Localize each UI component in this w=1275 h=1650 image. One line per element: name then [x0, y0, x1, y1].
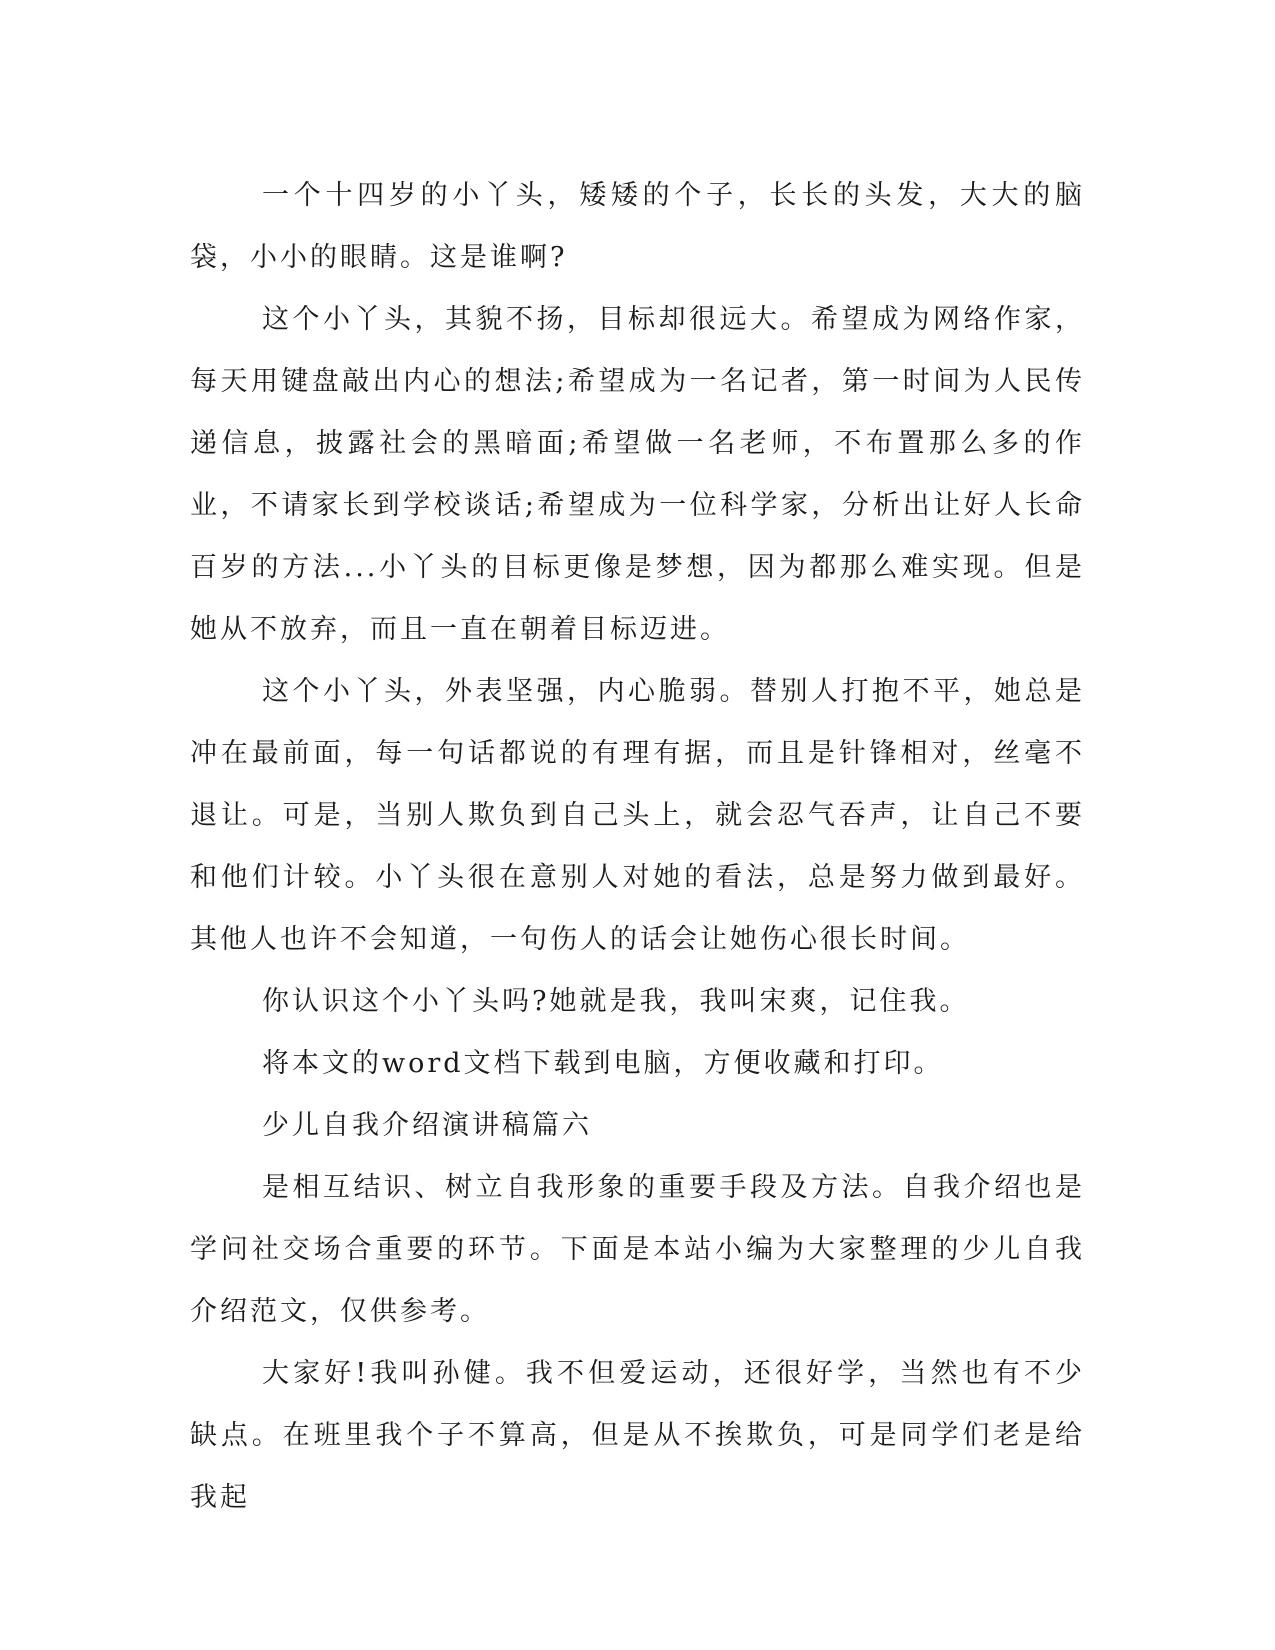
paragraph-name-reveal: 你认识这个小丫头吗?她就是我，我叫宋爽，记住我。 [262, 986, 970, 1017]
paragraph-goals: 这个小丫头，其貌不扬，目标却很远大。希望成为网络作家，每天用键盘敲出内心的想法;希望成为一名记者，第一时间为人民传递信息，披露社会的黑暗面;希望做一名老师，不布置那么多的作业，不请家长到学校谈话;希望成为一位科学家，分析出让好人长命百岁的方法...小丫头的目标更像是梦想，因为都那么难实现。但是她从不放弃，而且一直在朝着目标迈进。 [190, 304, 1085, 645]
paragraph-personality: 这个小丫头，外表坚强，内心脆弱。替别人打抱不平，她总是冲在最前面，每一句话都说的有理有据，而且是针锋相对，丝毫不退让。可是，当别人欺负到自己头上，就会忍气吞声，让自己不要和他们计较。小丫头很在意别人对她的看法，总是努力做到最好。其他人也许不会知道，一句伤人的话会让她伤心很长时间。 [190, 676, 1085, 955]
section-heading: 少儿自我介绍演讲稿篇六 [262, 1110, 592, 1141]
paragraph-sample-start: 大家好!我叫孙健。我不但爱运动，还很好学，当然也有不少缺点。在班里我个子不算高，但是从不挨欺负，可是同学们老是给我起 [190, 1358, 1085, 1513]
paragraph-download-note: 将本文的word文档下载到电脑，方便收藏和打印。 [262, 1048, 944, 1079]
paragraph-section-intro: 是相互结识、树立自我形象的重要手段及方法。自我介绍也是学问社交场合重要的环节。下面是本站小编为大家整理的少儿自我介绍范文，仅供参考。 [190, 1172, 1085, 1327]
document-body [190, 165, 1085, 1529]
paragraph-intro: 一个十四岁的小丫头，矮矮的个子，长长的头发，大大的脑袋，小小的眼睛。这是谁啊? [190, 180, 1085, 273]
